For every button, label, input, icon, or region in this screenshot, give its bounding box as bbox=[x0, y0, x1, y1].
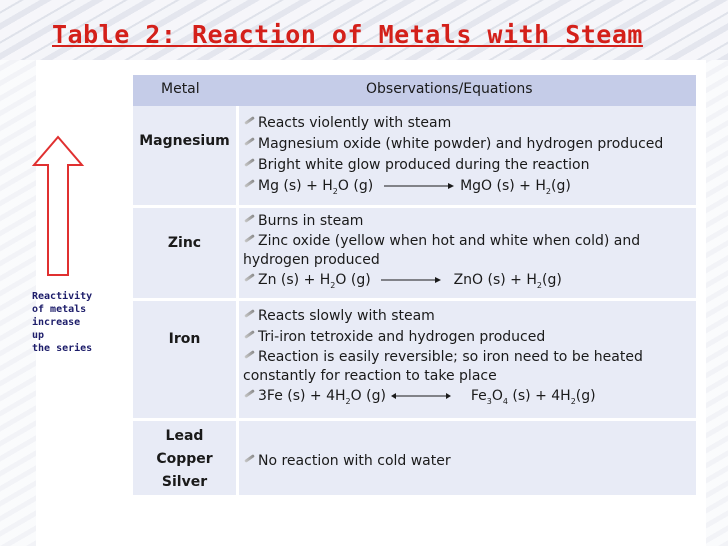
reaction-table bbox=[133, 75, 696, 495]
equation: 3Fe $(s) + 4H_2O$ (g) $Fe_3O_4$ $(s) + 4H_2(g)$ bbox=[243, 386, 693, 412]
background-pattern-left bbox=[0, 60, 36, 546]
row-divider bbox=[133, 205, 696, 208]
observations-zinc bbox=[243, 211, 693, 296]
metal-silver: Silver bbox=[161, 474, 208, 490]
background-pattern-right bbox=[706, 60, 728, 546]
header-metal: Metal bbox=[161, 81, 200, 97]
bullet-icon bbox=[243, 159, 256, 169]
list-item: Magnesium oxide (white powder) and hydrogen produced bbox=[243, 134, 693, 155]
reactivity-label-line: increase up bbox=[32, 317, 81, 341]
bullet-icon bbox=[243, 180, 256, 190]
reactivity-label-line: the series bbox=[32, 343, 93, 354]
bullet-icon bbox=[243, 351, 256, 361]
metal-lead-copper-silver bbox=[133, 425, 236, 494]
metal-iron: Iron bbox=[168, 331, 201, 347]
list-item: Reacts slowly with steam bbox=[243, 306, 693, 327]
reaction-arrow-icon bbox=[375, 275, 443, 285]
bullet-icon bbox=[243, 274, 256, 284]
equation: Mg $(s) + H_2O$ (g) MgO $(s) + H_2(g)$ bbox=[243, 176, 693, 202]
slide-title: Table 2: Reaction of Metals with Steam bbox=[52, 20, 643, 49]
reactivity-label-line: of metals bbox=[32, 304, 87, 315]
metal-zinc: Zinc bbox=[167, 235, 202, 251]
reactivity-label-line: Reactivity bbox=[32, 291, 93, 302]
reversible-arrow-icon bbox=[390, 391, 452, 401]
table-header bbox=[133, 75, 696, 106]
metal-copper: Copper bbox=[156, 451, 213, 467]
list-item: Zinc oxide (yellow when hot and white when cold) and hydrogen produced bbox=[243, 233, 641, 268]
reaction-arrow-icon bbox=[378, 181, 456, 191]
header-observations: Observations/Equations bbox=[366, 81, 533, 97]
reactivity-label bbox=[32, 290, 98, 355]
list-item: Reacts violently with steam bbox=[243, 113, 693, 134]
row-divider bbox=[133, 418, 696, 421]
observations-iron bbox=[243, 306, 693, 412]
bullet-icon bbox=[243, 390, 256, 400]
bullet-icon bbox=[243, 310, 256, 320]
bullet-icon bbox=[243, 455, 256, 465]
list-item: Bright white glow produced during the reaction bbox=[243, 155, 693, 176]
list-item: Burns in steam bbox=[243, 211, 693, 232]
reactivity-arrow-icon bbox=[30, 135, 86, 277]
row-divider bbox=[133, 298, 696, 301]
list-item: No reaction with cold water bbox=[243, 451, 693, 472]
observations-magnesium bbox=[243, 113, 693, 202]
bullet-icon bbox=[243, 117, 256, 127]
metal-lead: Lead bbox=[165, 428, 204, 444]
list-item: Tri-iron tetroxide and hydrogen produced bbox=[243, 327, 693, 348]
metal-magnesium: Magnesium bbox=[139, 133, 230, 149]
bullet-icon bbox=[243, 331, 256, 341]
list-item: Reaction is easily reversible; so iron need to be heated constantly for reaction to take place bbox=[243, 349, 643, 384]
equation: Zn $(s) + H_2O$ (g) ZnO $(s) + H_2(g)$ bbox=[243, 270, 693, 296]
bullet-icon bbox=[243, 138, 256, 148]
bullet-icon bbox=[243, 215, 256, 225]
observations-lead-copper-silver bbox=[243, 451, 693, 472]
bullet-icon bbox=[243, 235, 256, 245]
